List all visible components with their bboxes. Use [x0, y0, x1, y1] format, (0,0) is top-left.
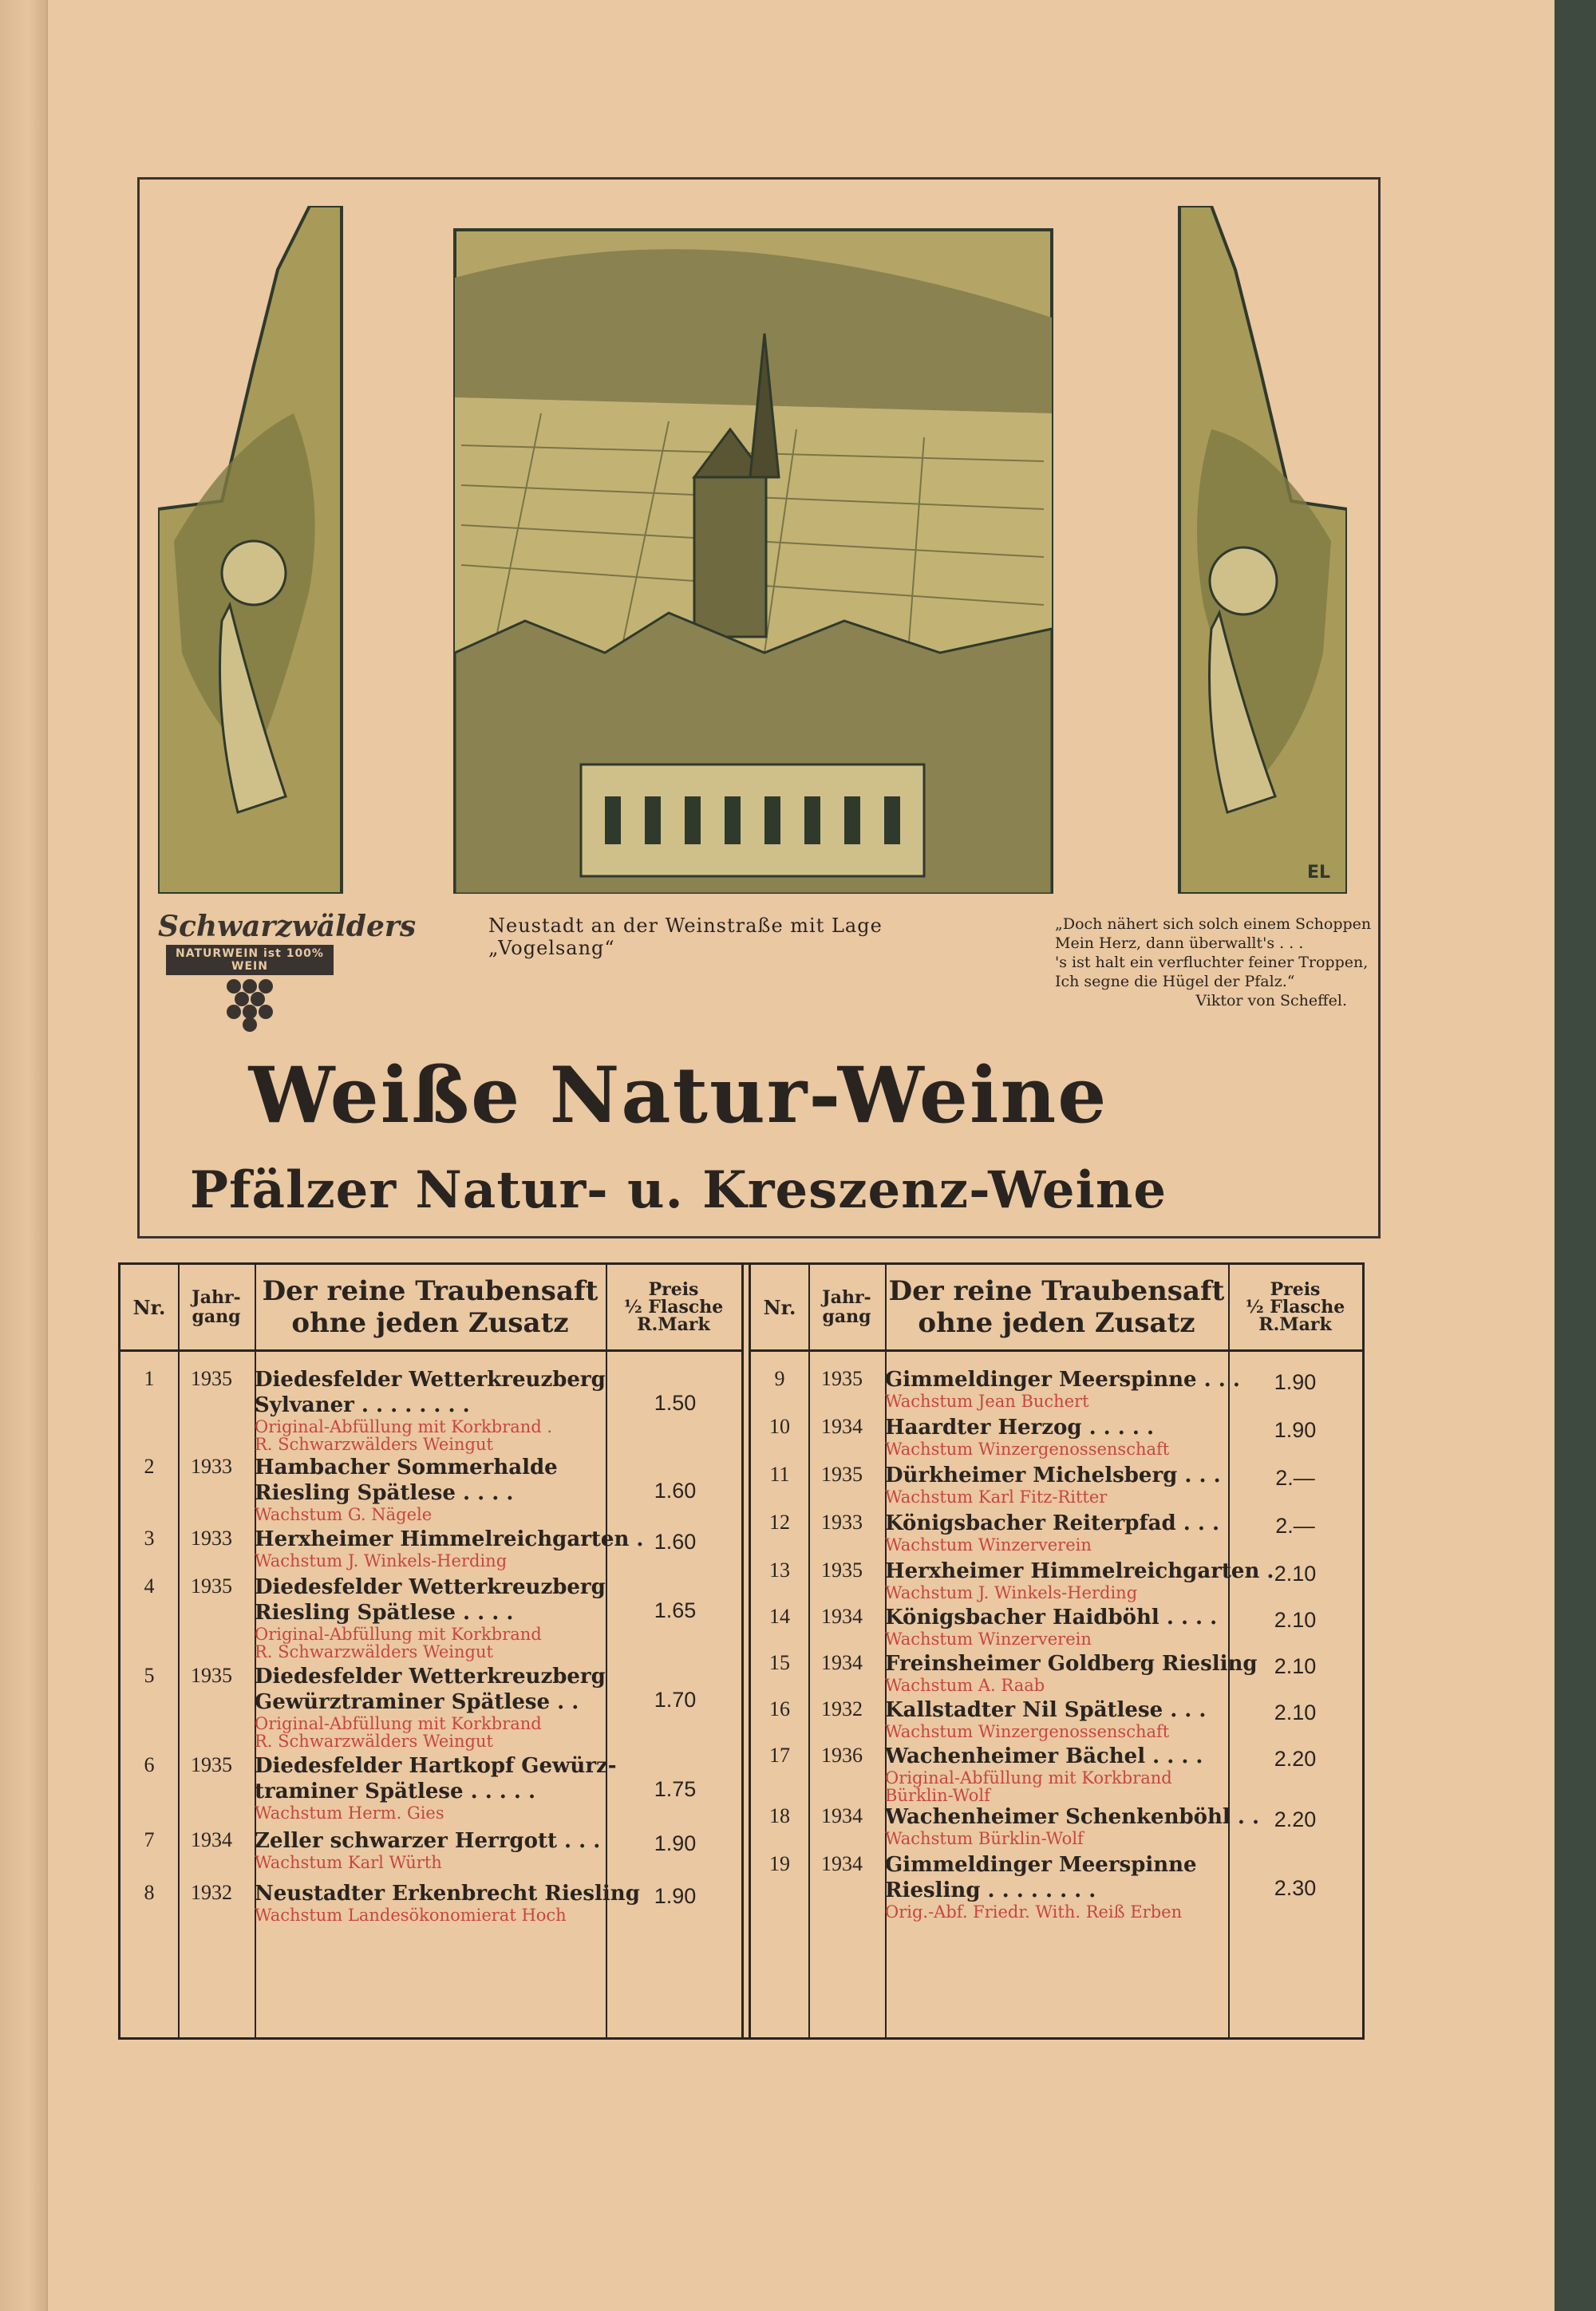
- row-year: 1934: [821, 1804, 863, 1827]
- row-description: [885, 1511, 1228, 1554]
- row-price: 1.90: [654, 1831, 697, 1855]
- wine-name: Diedesfelder Wetterkreuzberg: [255, 1368, 606, 1392]
- header-price-line1: Preis: [1270, 1279, 1321, 1300]
- header-price: [606, 1265, 741, 1349]
- header-desc-line1: Der reine Traubensaft: [888, 1275, 1225, 1307]
- header-price-line1: Preis: [648, 1279, 699, 1300]
- wine-name: Herxheimer Himmelreichgarten .: [885, 1559, 1274, 1583]
- header-price-line3: R.Mark: [637, 1314, 710, 1335]
- wine-name-cont: Riesling Spätlese . . . .: [255, 1601, 514, 1625]
- quote-author: Viktor von Scheffel.: [1195, 992, 1347, 1009]
- header-year: Jahr-gang: [192, 1287, 241, 1327]
- illustration-caption: Neustadt an der Weinstraße mit Lage „Vogelsang“: [488, 915, 883, 959]
- row-number: 8: [144, 1881, 155, 1904]
- table-header: [751, 1265, 1362, 1352]
- wine-producer: Wachstum Herm. Gies: [255, 1803, 444, 1823]
- row-price: 2.—: [1275, 1514, 1315, 1538]
- row-year: 1934: [821, 1852, 863, 1875]
- wine-producer: Original-Abfüllung mit Korkbrand: [255, 1714, 542, 1733]
- wine-name: Wachenheimer Schenkenböhl . .: [885, 1805, 1260, 1829]
- row-price: 1.90: [654, 1884, 697, 1908]
- row-description: [255, 1367, 606, 1453]
- row-price: 1.90: [1274, 1418, 1317, 1442]
- wine-name: Neustadter Erkenbrecht Riesling: [255, 1882, 640, 1906]
- row-price: 1.65: [654, 1598, 697, 1622]
- row-year: 1936: [821, 1744, 863, 1767]
- row-year: 1934: [821, 1651, 863, 1674]
- row-description: [255, 1881, 640, 1925]
- row-description: [885, 1651, 1258, 1695]
- wine-producer: Wachstum J. Winkels-Herding: [885, 1583, 1138, 1602]
- row-number: 12: [769, 1511, 790, 1534]
- wine-name: Diedesfelder Wetterkreuzberg: [255, 1575, 606, 1599]
- quote-line: Mein Herz, dann überwallt's . . .: [1055, 934, 1304, 952]
- row-price: 1.50: [654, 1391, 697, 1415]
- quote-line: „Doch nähert sich solch einem Schoppen: [1055, 915, 1372, 933]
- row-year: 1935: [191, 1753, 232, 1776]
- wine-name: Kallstadter Nil Spätlese . . .: [885, 1698, 1207, 1722]
- town-house-icon: [581, 764, 924, 876]
- header-nr: Nr.: [763, 1295, 796, 1319]
- wine-name: Königsbacher Reiterpfad . . .: [885, 1511, 1219, 1535]
- wine-name: Zeller schwarzer Herrgott . . .: [255, 1829, 601, 1853]
- schwarzwaelders-logo: [158, 910, 417, 1053]
- wine-name: Hambacher Sommerhalde: [255, 1456, 558, 1479]
- row-description: [255, 1753, 617, 1823]
- wine-name: Gimmeldinger Meerspinne: [885, 1853, 1197, 1877]
- row-number: 4: [144, 1574, 155, 1598]
- wine-producer: Wachstum Winzerverein: [885, 1535, 1092, 1554]
- row-price: 1.60: [654, 1479, 697, 1503]
- header-desc: [255, 1265, 606, 1349]
- row-price: 1.75: [654, 1777, 697, 1801]
- row-price: 1.90: [1274, 1370, 1317, 1394]
- wine-producer: Original-Abfüllung mit Korkbrand .: [255, 1417, 553, 1436]
- wine-producer-cont: R. Schwarzwälders Weingut: [255, 1732, 493, 1751]
- page-gutter: [0, 0, 48, 2311]
- wine-name-cont: Riesling . . . . . . . .: [885, 1878, 1096, 1902]
- row-price: 1.70: [654, 1688, 697, 1712]
- row-number: 5: [144, 1664, 155, 1687]
- page-subtitle: Pfälzer Natur- u. Kreszenz-Weine: [189, 1160, 1167, 1220]
- row-price: 2.10: [1274, 1562, 1317, 1586]
- wine-price-table: [118, 1262, 1365, 2040]
- row-number: 16: [769, 1697, 790, 1720]
- row-number: 15: [769, 1651, 790, 1674]
- row-year: 1934: [821, 1415, 863, 1438]
- row-description: [255, 1455, 606, 1523]
- row-description: [885, 1744, 1228, 1804]
- row-year: 1935: [191, 1367, 232, 1390]
- wine-name-cont: Riesling Spätlese . . . .: [255, 1481, 514, 1505]
- header-desc-line2: ohne jeden Zusatz: [918, 1307, 1195, 1339]
- row-price: 2.10: [1274, 1654, 1317, 1678]
- row-year: 1935: [191, 1574, 232, 1598]
- table-center-divider: [741, 1265, 751, 2037]
- quote-line: 's ist halt ein verfluchter feiner Troppen,: [1055, 954, 1369, 971]
- row-number: 1: [144, 1367, 155, 1390]
- logo-band-text: NATURWEIN ist 100% WEIN: [166, 945, 334, 975]
- row-description: [255, 1828, 606, 1871]
- row-number: 11: [769, 1463, 790, 1486]
- row-description: [885, 1804, 1260, 1848]
- wine-name: Freinsheimer Goldberg Riesling: [885, 1652, 1258, 1676]
- wine-producer: Original-Abfüllung mit Korkbrand: [885, 1768, 1172, 1788]
- row-description: [885, 1605, 1228, 1648]
- row-year: 1933: [821, 1511, 863, 1534]
- row-year: 1935: [821, 1367, 863, 1390]
- grape-cluster-icon: [158, 975, 342, 1039]
- row-description: [885, 1852, 1228, 1921]
- row-number: 7: [144, 1828, 155, 1851]
- header-desc: [885, 1265, 1228, 1349]
- row-price: 1.60: [654, 1530, 697, 1554]
- wine-producer: Wachstum Winzergenossenschaft: [885, 1440, 1170, 1459]
- row-price: 2.20: [1274, 1807, 1317, 1831]
- wine-name: Diedesfelder Wetterkreuzberg: [255, 1665, 606, 1689]
- church-tower-icon: [694, 477, 766, 637]
- wine-producer: Wachstum Karl Würth: [255, 1853, 442, 1872]
- row-number: 9: [774, 1367, 785, 1390]
- row-number: 18: [769, 1804, 790, 1827]
- row-number: 13: [769, 1558, 790, 1582]
- wine-producer-cont: Bürklin-Wolf: [885, 1786, 990, 1805]
- header-desc-line2: ohne jeden Zusatz: [291, 1307, 569, 1339]
- table-right-half: [751, 1265, 1362, 2037]
- wine-producer: Wachstum Bürklin-Wolf: [885, 1829, 1084, 1848]
- logo-script-text: Schwarzwälders: [158, 910, 417, 943]
- artist-signature: EL: [1307, 863, 1331, 883]
- header-desc-line1: Der reine Traubensaft: [262, 1275, 598, 1307]
- row-price: 2.30: [1274, 1876, 1317, 1900]
- wine-name-cont: Gewürztraminer Spätlese . .: [255, 1690, 579, 1714]
- row-price: 2.20: [1274, 1747, 1317, 1771]
- wine-producer-cont: R. Schwarzwälders Weingut: [255, 1642, 493, 1661]
- row-price: 2.—: [1275, 1466, 1315, 1490]
- wine-name: Diedesfelder Hartkopf Gewürz-: [255, 1754, 617, 1778]
- wine-producer: Wachstum A. Raab: [885, 1676, 1045, 1695]
- row-year: 1932: [191, 1881, 232, 1904]
- wine-producer: Wachstum Karl Fitz-Ritter: [885, 1487, 1108, 1507]
- row-price: 2.10: [1274, 1608, 1317, 1632]
- wine-name: Königsbacher Haidböhl . . . .: [885, 1606, 1218, 1630]
- row-year: 1935: [821, 1463, 863, 1486]
- row-description: [885, 1367, 1240, 1411]
- header-nr: Nr.: [132, 1295, 166, 1319]
- row-number: 14: [769, 1605, 790, 1628]
- header-price-line2: ½ Flasche: [1245, 1297, 1345, 1317]
- wine-name-cont: Sylvaner . . . . . . . .: [255, 1393, 470, 1417]
- header-price: [1228, 1265, 1362, 1349]
- row-year: 1933: [191, 1455, 232, 1478]
- wine-name-cont: traminer Spätlese . . . . .: [255, 1780, 536, 1803]
- row-year: 1935: [821, 1558, 863, 1582]
- row-description: [885, 1463, 1228, 1506]
- wine-name: Gimmeldinger Meerspinne . . .: [885, 1368, 1240, 1392]
- row-year: 1935: [191, 1664, 232, 1687]
- wine-name: Dürkheimer Michelsberg . . .: [885, 1464, 1221, 1487]
- row-number: 17: [769, 1744, 790, 1767]
- quote-line: Ich segne die Hügel der Pfalz.“: [1055, 973, 1295, 990]
- header-price-line3: R.Mark: [1258, 1314, 1332, 1335]
- wine-producer: Wachstum Winzergenossenschaft: [885, 1722, 1170, 1741]
- header-price-line2: ½ Flasche: [623, 1297, 724, 1317]
- row-description: [255, 1574, 606, 1661]
- wine-producer: Wachstum Jean Buchert: [885, 1392, 1089, 1411]
- row-year: 1934: [191, 1828, 232, 1851]
- row-description: [885, 1415, 1228, 1458]
- row-number: 3: [144, 1527, 155, 1550]
- row-price: 2.10: [1274, 1701, 1317, 1724]
- wine-producer: Wachstum Landesökonomierat Hoch: [255, 1906, 567, 1925]
- row-description: [885, 1697, 1228, 1740]
- row-year: 1934: [821, 1605, 863, 1628]
- row-number: 6: [144, 1753, 155, 1776]
- row-year: 1933: [191, 1527, 232, 1550]
- table-header: [120, 1265, 741, 1352]
- row-description: [255, 1664, 606, 1750]
- table-left-half: [120, 1265, 741, 2037]
- wine-producer-cont: R. Schwarzwälders Weingut: [255, 1435, 493, 1454]
- cherub-right-icon: [1210, 547, 1277, 614]
- book-cover-edge: [1555, 0, 1596, 2311]
- row-number: 19: [769, 1852, 790, 1875]
- row-description: [885, 1558, 1274, 1602]
- row-number: 2: [144, 1455, 155, 1478]
- scheffel-quote: [1055, 915, 1374, 1010]
- header-year: Jahr-gang: [822, 1287, 871, 1327]
- row-description: [255, 1527, 644, 1570]
- wine-producer: Wachstum G. Nägele: [255, 1505, 433, 1524]
- row-number: 10: [769, 1415, 790, 1438]
- cherub-left-icon: [222, 541, 286, 605]
- wine-producer: Orig.-Abf. Friedr. With. Reiß Erben: [885, 1902, 1183, 1922]
- wine-producer: Original-Abfüllung mit Korkbrand: [255, 1625, 542, 1644]
- wine-producer: Wachstum Winzerverein: [885, 1630, 1092, 1649]
- column-rule: [606, 1265, 607, 2037]
- wine-name: Herxheimer Himmelreichgarten .: [255, 1527, 644, 1551]
- page-title: Weiße Natur-Weine: [248, 1050, 1108, 1140]
- row-year: 1932: [821, 1697, 863, 1720]
- neustadt-illustration: [158, 206, 1347, 894]
- wine-name: Wachenheimer Bächel . . . .: [885, 1744, 1203, 1768]
- wine-name: Haardter Herzog . . . . .: [885, 1416, 1155, 1440]
- wine-producer: Wachstum J. Winkels-Herding: [255, 1551, 508, 1570]
